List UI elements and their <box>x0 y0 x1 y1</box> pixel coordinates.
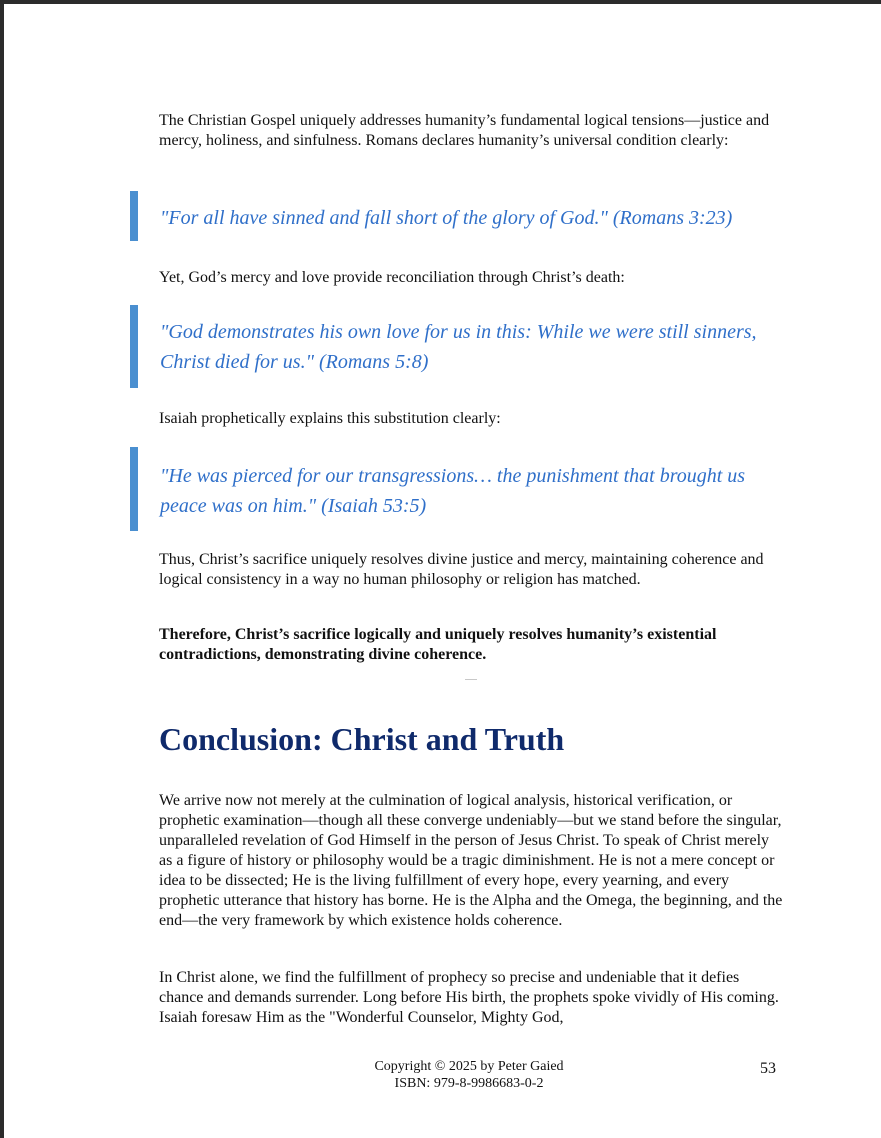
quote-text: "God demonstrates his own love for us in this: While we were still sinners, Christ died for us." (Romans 5:8) <box>160 321 757 373</box>
quote-text: "He was pierced for our transgressions… the punishment that brought us peace was on him." (Isaiah 53:5) <box>160 465 746 517</box>
section-heading: Conclusion: Christ and Truth <box>159 721 565 757</box>
paragraph-isaiah-substitution: Isaiah prophetically explains this substitution clearly: <box>159 410 501 427</box>
quote-text: "For all have sinned and fall short of the glory of God." (Romans 3:23) <box>160 207 733 229</box>
quote-bar <box>130 305 138 388</box>
paragraph-mercy-reconciliation: Yet, God’s mercy and love provide reconciliation through Christ’s death: <box>159 269 625 286</box>
blockquote-isaiah-53-5 <box>130 447 790 531</box>
section-divider <box>465 679 477 680</box>
page-footer <box>304 1058 634 1092</box>
blockquote-romans-3-23 <box>130 191 790 241</box>
quote-bar <box>130 191 138 241</box>
paragraph-prophecy-fulfillment: In Christ alone, we find the fulfillment of prophecy so precise and undeniable that it defies chance and demands surrender. Long before His birth, the prophets spoke vividly of His coming. Isaiah foresaw Him as the "Wonderful Counselor, Mighty God, <box>159 969 779 1026</box>
document-page <box>4 4 881 1138</box>
copyright-notice: Copyright © 2025 by Peter Gaied <box>374 1059 564 1074</box>
paragraph-bold-conclusion: Therefore, Christ’s sacrifice logically and uniquely resolves humanity’s existential contradictions, demonstrating divine coherence. <box>159 626 717 663</box>
blockquote-romans-5-8 <box>130 305 790 388</box>
isbn-number: ISBN: 979-8-9986683-0-2 <box>394 1076 544 1091</box>
paragraph-sacrifice-resolves: Thus, Christ’s sacrifice uniquely resolves divine justice and mercy, maintaining coherence and logical consistency in a way no human philosophy or religion has matched. <box>159 551 764 588</box>
paragraph-gospel-tensions: The Christian Gospel uniquely addresses humanity’s fundamental logical tensions—justice and mercy, holiness, and sinfulness. Romans declares humanity’s universal condition clearly: <box>159 112 770 149</box>
quote-bar <box>130 447 138 531</box>
page-number: 53 <box>760 1060 776 1077</box>
paragraph-culmination: We arrive now not merely at the culmination of logical analysis, historical verification, or prophetic examination—though all these converge undeniably—but we stand before the singular, unparalleled revelation of God Himself in the person of Jesus Christ. To speak of Christ merely as a figure of history or philosophy would be a tragic diminishment. He is not a mere concept or idea to be dissected; He is the living fulfillment of every hope, every yearning, and every prophetic utterance that history has borne. He is the Alpha and the Omega, the beginning, and the end—the very framework by which existence holds coherence. <box>159 792 783 929</box>
